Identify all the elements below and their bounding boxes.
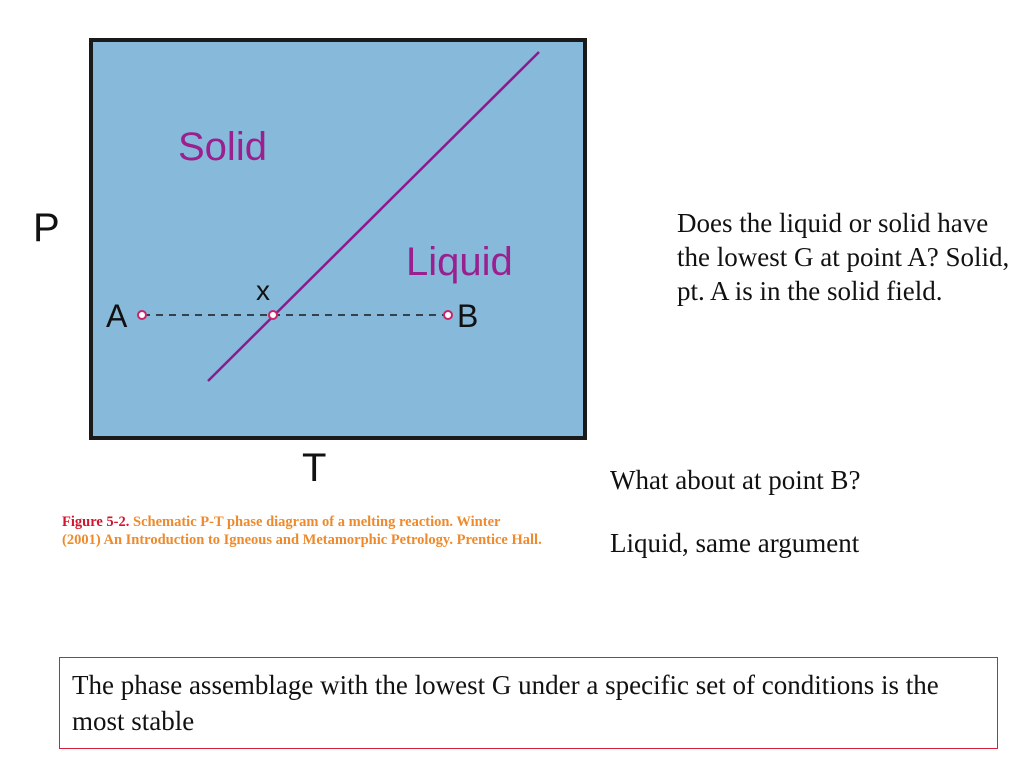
stability-summary-box (59, 657, 998, 749)
point-b-label: B (457, 298, 479, 334)
pressure-axis-label: P (33, 206, 60, 250)
liquid-field-label: Liquid (406, 240, 513, 284)
intersection-label: x (256, 275, 270, 306)
answer-point-b: Liquid, same argument (610, 528, 860, 558)
figure-caption-text: Schematic P-T phase diagram of a melting reaction. Winter (2001) An Introduction to Igneous and Metamorphic Petrology. Prentice Hall. (62, 514, 542, 548)
point-a-marker (138, 311, 146, 319)
question-point-a: Does the liquid or solid have the lowest G at point A? Solid, pt. A is in the solid field. (677, 208, 1010, 306)
point-b-marker (444, 311, 452, 319)
question-point-b: What about at point B? (610, 465, 861, 495)
figure-number: Figure 5-2. (62, 514, 130, 530)
figure-caption (62, 513, 542, 549)
solid-field-label: Solid (178, 125, 267, 169)
point-a-label: A (106, 298, 128, 334)
stability-summary-text: The phase assemblage with the lowest G under a specific set of conditions is the most stable (72, 670, 939, 736)
phase-field-box (91, 40, 585, 438)
temperature-axis-label: T (302, 446, 327, 490)
intersection-marker (269, 311, 277, 319)
